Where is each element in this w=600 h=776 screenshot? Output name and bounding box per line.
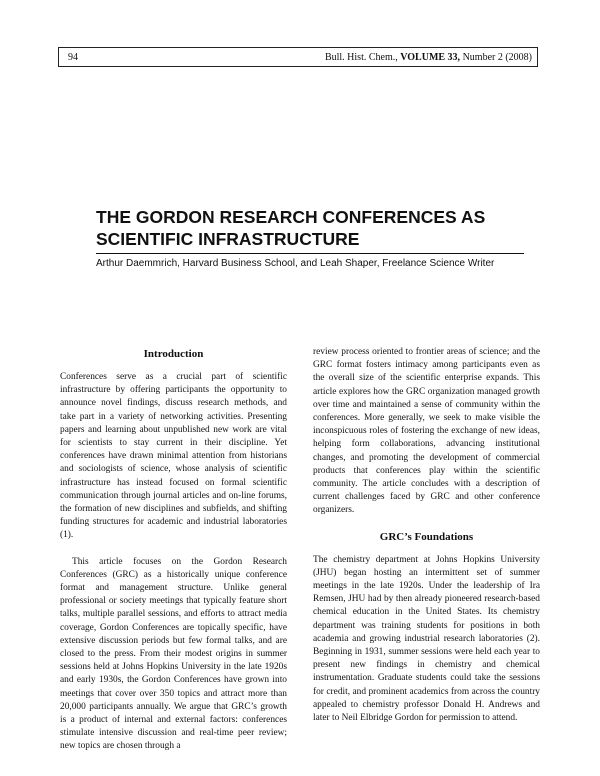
intro-paragraph-1: Conferences serve as a crucial part of scientific infrastructure by offering participants the opportunity to announce novel findings, discuss research methods, and take part in a variety of networking activities. Presenting papers and learning about unpublished new work are vital for scientists to stay current in their discipline. Yet conferences have drawn minimal attention from historians and sociologists of science, whose analysis of scientific infrastructure has instead focused on formal scientific communication through journal articles and on-line forums, the formation of new disciplines and subfields, and shifting funding structures for academic and industrial laboratories (1). xyxy=(60,372,287,541)
intro-paragraph-2-continued: review process oriented to frontier areas of science; and the GRC format fosters intimacy among participants even as the overall size of the scientific enterprise expands. This article explores how the GRC organization managed growth over time and maintained a sense of community within the conferences. More generally, we seek to make visible the inconspicuous roles of fostering the exchange of new ideas, helping form collaborations, advancing institutional changes, and promoting the development of commercial products that conferences play within the scientific community. The article concludes with a description of current challenges faced by GRC and other conference organizers. xyxy=(313,347,540,516)
foundations-paragraph-1: The chemistry department at Johns Hopkins University (JHU) began hosting an intermittent set of summer meetings in the late 1920s. Under the leadership of Ira Remsen, JHU had by then already pioneered research-based chemical education in the United States. Its chemistry department was training students for positions in both academia and growing industrial research laboratories (2). Beginning in 1931, summer sessions were held each year to present new findings in chemistry and chemical instrumentation. Graduate students could take the sessions for credit, and prominent academics from across the country appealed to chemistry professor Donald H. Andrews and later to Neil Elbridge Gordon for permission to attend. xyxy=(313,554,540,724)
right-column xyxy=(313,346,540,725)
article-authors: Arthur Daemmrich, Harvard Business School, and Leah Shaper, Freelance Science Writer xyxy=(96,258,495,269)
journal-volume: VOLUME 33, xyxy=(400,52,461,63)
article-title: THE GORDON RESEARCH CONFERENCES AS SCIENTIFIC INFRASTRUCTURE xyxy=(96,207,486,249)
title-divider xyxy=(96,253,524,254)
page-number: 94 xyxy=(68,52,78,63)
section-gap xyxy=(313,518,540,531)
paragraph-gap xyxy=(60,543,287,556)
intro-paragraph-2: This article focuses on the Gordon Research Conferences (GRC) as a historically unique conference format and management structure. Unlike general professional or society meetings that typically feature short talks, multiple parallel sessions, and efforts to attract media coverage, Gordon Conferences are topically specific, have extensive discussion periods but few formal talks, and are closed to the press. From their modest origins in summer sessions held at Johns Hopkins University in the late 1920s and early 1930s, the Gordon Conferences have grown into meetings that cover over 350 topics and attract more than 20,000 participants annually. We argue that GRC’s growth is a product of internal and external factors: conferences stimulate intensive discussion and real-time peer review; new topics are chosen through a xyxy=(60,556,287,752)
journal-prefix: Bull. Hist. Chem., xyxy=(324,52,401,63)
journal-issue-year: Number 2 (2008) xyxy=(460,52,532,63)
section-heading-introduction: Introduction xyxy=(143,348,204,360)
journal-citation xyxy=(325,52,532,63)
left-column xyxy=(60,348,287,754)
section-heading-foundations: GRC’s Foundations xyxy=(379,530,474,543)
